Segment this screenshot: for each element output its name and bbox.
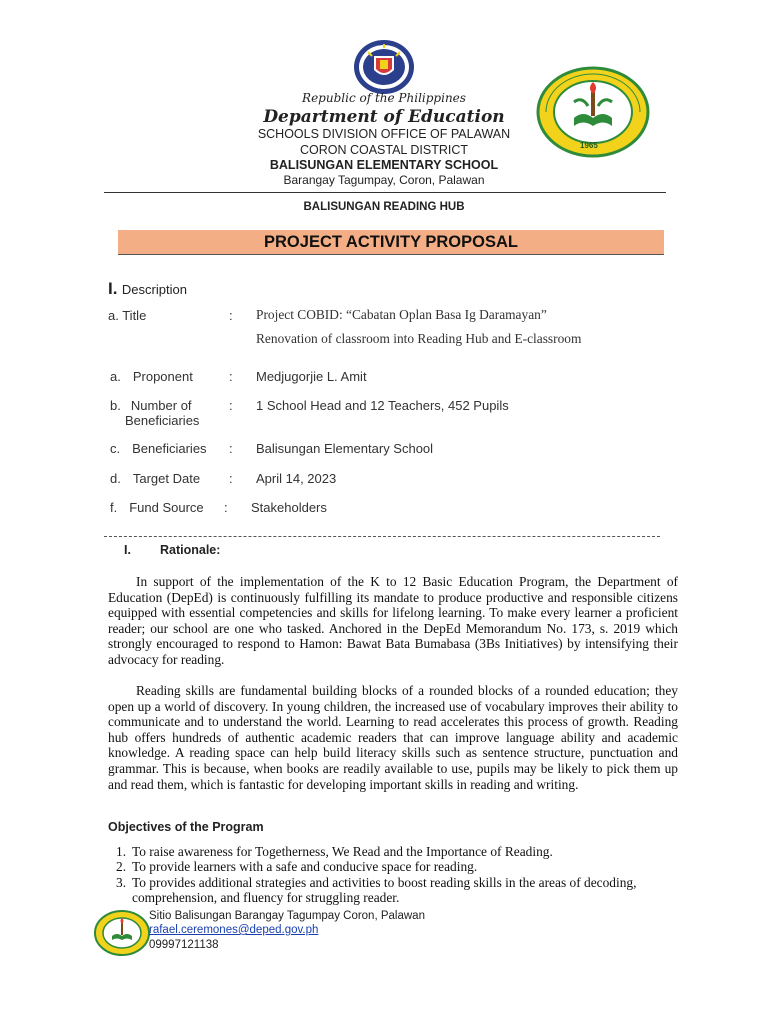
title-subvalue: Renovation of classroom into Reading Hub and E-classroom [256,331,582,346]
proponent-colon: : [229,369,233,384]
beneficiaries-colon: : [229,441,233,456]
objectives-list [108,844,678,905]
rationale-paragraph-1: In support of the implementation of the K to 12 Basic Education Program, the Department of Education (DepEd) is continuously fulfilling its mandate to produce productive and responsible citizens equipped with essential competencies and skills for lifelong learning. To make every learner a proficient reader; our school are one who tasked. Anchored in the DepEd Memorandum No. 173, s. 2019 which strongly encouraged to respond to Hamon: Bawat Bata Bumabasa (3Bs Initiatives) by intensifying their advocacy for reading. [108,574,678,667]
fund-source-label: f. Fund Source [110,500,204,515]
republic-line: Republic of the Philippines [302,91,466,105]
footer-phone: 09997121138 [149,939,219,951]
title-value: Project COBID: “Cabatan Oplan Basa Ig Daramayan” [256,307,547,322]
objective-item: 1. To raise awareness for Togetherness, We Read and the Importance of Reading. [116,844,553,859]
objectives-heading: Objectives of the Program [108,820,264,834]
address-line: Barangay Tagumpay, Coron, Palawan [283,173,485,187]
proponent-value: Medjugorjie L. Amit [256,369,367,384]
district-line: CORON COASTAL DISTRICT [299,143,469,157]
footer-address: Sitio Balisungan Barangay Tagumpay Coron, Palawan [149,910,425,922]
beneficiaries-count-colon: : [229,398,233,413]
section-divider [104,536,660,537]
footer-email-link[interactable]: rafael.ceremones@deped.gov.ph [149,924,319,936]
header-divider [104,192,666,193]
target-date-colon: : [229,471,233,486]
fund-source-value: Stakeholders [251,500,327,515]
beneficiaries-value: Balisungan Elementary School [256,441,434,456]
footer-seal-logo [94,910,150,956]
rationale-heading: Rationale: [160,543,221,557]
title-colon: : [229,308,233,323]
proponent-label: a. Proponent [110,369,193,384]
division-line: SCHOOLS DIVISION OFFICE OF PALAWAN [257,127,511,141]
school-seal-year: 1965 [580,141,598,150]
description-heading [108,279,187,299]
description-numeral: I. [108,279,118,298]
title-banner-text: PROJECT ACTIVITY PROPOSAL [264,233,518,251]
description-label: Description [121,282,187,297]
rationale-numeral: I. [124,543,131,557]
rationale-paragraph-2: Reading skills are fundamental building blocks of a rounded blocks of a rounded education; they open up a world of discovery. In young children, the increased use of vocabulary improves their ability to communicate and to understand the world. Learning to read accelerates this process of growth. Reading hub offers hundreds of authentic academic readers that can improve language ability and academic knowledge. A reading space can help build literacy skills such as sentence structure, punctuation and grammar. This is because, when books are readily available to use, pupils may be likely to pick them up and read them, which is fantastic for developing important skills in reading and writing. [108,683,678,792]
department-line: Department of Education [263,107,505,127]
target-date-value: April 14, 2023 [256,471,337,486]
title-banner [118,230,664,255]
target-date-label: d. Target Date [110,471,201,486]
school-line: BALISUNGAN ELEMENTARY SCHOOL [269,158,499,172]
beneficiaries-count-value: 1 School Head and 12 Teachers, 452 Pupils [256,398,509,413]
objective-item: 2. To provide learners with a safe and conducive space for reading. [116,859,478,875]
title-label: a. Title [108,308,147,323]
hub-line: BALISUNGAN READING HUB [303,201,465,213]
beneficiaries-count-label: b. Number of Beneficiaries [110,398,200,428]
fund-source-colon: : [224,500,228,515]
objective-item: 3. To provides additional strategies and activities to boost reading skills in the areas of decoding, comprehension, and fluency for struggling reader. [116,874,637,905]
beneficiaries-label: c. Beneficiaries [110,441,207,456]
deped-seal-logo [350,38,418,96]
